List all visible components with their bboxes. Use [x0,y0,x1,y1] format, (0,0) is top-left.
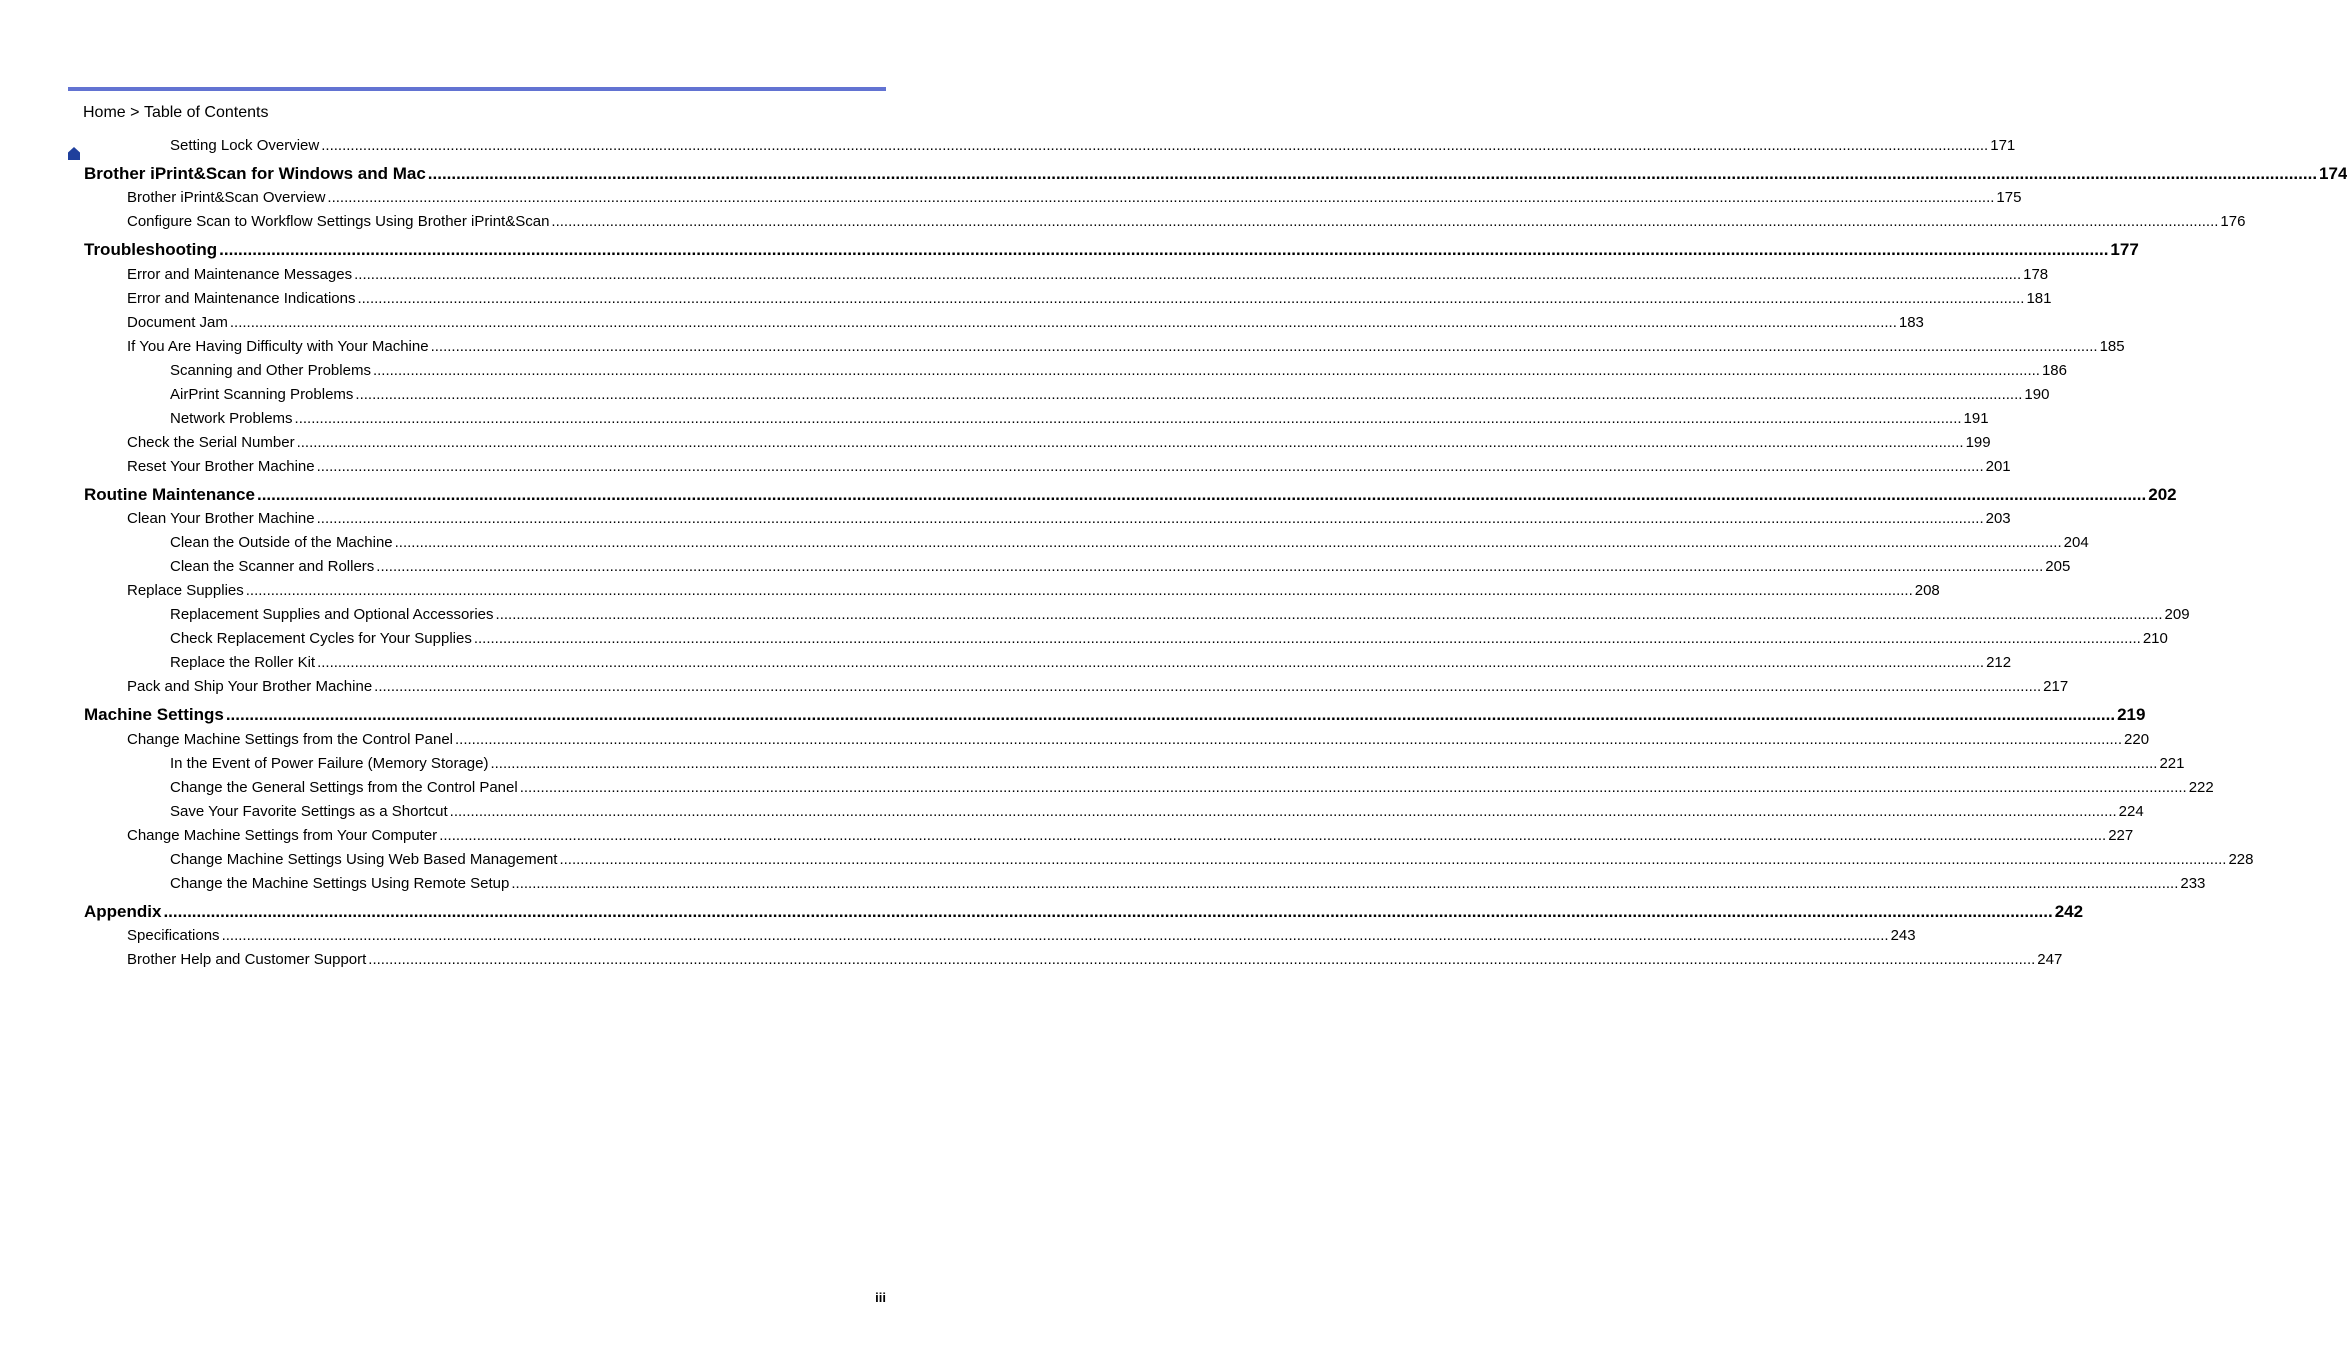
toc-entry[interactable] [170,386,2050,403]
breadcrumb-separator: > [130,104,140,121]
toc-leader-dots: ................................................................................................................................................................................................................................................................................................................................................................................................................ [495,606,2163,623]
toc-entry-title[interactable]: Pack and Ship Your Brother Machine [127,678,373,695]
toc-entry[interactable] [127,458,2011,475]
toc-entry-title[interactable]: Clean the Outside of the Machine [170,534,393,551]
toc-entry-page[interactable]: 242 [2054,902,2084,921]
breadcrumb-home-link[interactable]: Home [83,104,126,121]
toc-entry[interactable] [170,362,2067,379]
toc-entry-page[interactable]: 212 [1986,654,2012,671]
toc-leader-dots: ................................................................................................................................................................................................................................................................................................................................................................................................................ [355,386,2023,403]
home-icon[interactable] [68,107,80,120]
breadcrumb [68,103,268,123]
toc-entry-title[interactable]: Save Your Favorite Settings as a Shortcut [170,803,448,820]
toc-leader-dots: ................................................................................................................................................................................................................................................................................................................................................................................................................ [551,213,2219,230]
toc-entry-title[interactable]: Troubleshooting [84,240,218,259]
toc-leader-dots: ................................................................................................................................................................................................................................................................................................................................................................................................................ [163,902,2053,921]
toc-entry-title[interactable]: Change the Machine Settings Using Remote Setup [170,875,510,892]
toc-entry-title[interactable]: Replace Supplies [127,582,244,599]
toc-entry[interactable] [127,951,2063,968]
toc-leader-dots: ................................................................................................................................................................................................................................................................................................................................................................................................................ [372,362,2040,379]
toc-entry-title[interactable]: Clean the Scanner and Rollers [170,558,375,575]
toc-leader-dots: ................................................................................................................................................................................................................................................................................................................................................................................................................ [256,485,2147,504]
toc-entry[interactable] [84,485,2177,505]
toc-entry-page[interactable]: 204 [2063,534,2089,551]
toc-entry[interactable] [127,510,2011,527]
toc-entry-page[interactable]: 227 [2108,827,2134,844]
toc-entry-title[interactable]: Check the Serial Number [127,434,295,451]
toc-entry[interactable] [127,290,2052,307]
toc-entry-page[interactable]: 224 [2118,803,2144,820]
toc-leader-dots: ................................................................................................................................................................................................................................................................................................................................................................................................................ [511,875,2179,892]
toc-entry-page[interactable]: 243 [1890,927,1916,944]
toc-entry-title[interactable]: Replacement Supplies and Optional Accessories [170,606,494,623]
toc-entry-page[interactable]: 183 [1898,314,1924,331]
toc-leader-dots: ................................................................................................................................................................................................................................................................................................................................................................................................................ [317,654,1985,671]
toc-entry-page[interactable]: 247 [2037,951,2063,968]
toc-leader-dots: ................................................................................................................................................................................................................................................................................................................................................................................................................ [519,779,2187,796]
toc-entry-page[interactable]: 217 [2043,678,2069,695]
toc-entry[interactable] [127,582,1940,599]
toc-leader-dots: ................................................................................................................................................................................................................................................................................................................................................................................................................ [439,827,2107,844]
toc-entry[interactable] [170,851,2254,868]
toc-leader-dots: ................................................................................................................................................................................................................................................................................................................................................................................................................ [354,266,2022,283]
toc-entry-title[interactable]: Brother iPrint&Scan Overview [127,189,326,206]
toc-entry[interactable] [127,927,1916,944]
toc-leader-dots: ................................................................................................................................................................................................................................................................................................................................................................................................................ [559,851,2227,868]
toc-entry-title[interactable]: Change Machine Settings from Your Computer [127,827,438,844]
toc-entry[interactable] [127,266,2049,283]
toc-entry-page[interactable]: 202 [2148,485,2177,504]
toc-entry-page[interactable]: 228 [2228,851,2254,868]
toc-entry-page[interactable]: 174 [2319,164,2347,183]
toc-entry-page[interactable]: 220 [2124,731,2150,748]
toc-entry-page[interactable]: 191 [1963,410,1989,427]
toc-entry-page[interactable]: 175 [1996,189,2022,206]
toc-entry-page[interactable]: 176 [2220,213,2246,230]
toc-entry-page[interactable]: 208 [1914,582,1940,599]
toc-leader-dots: ................................................................................................................................................................................................................................................................................................................................................................................................................ [394,534,2062,551]
header-rule [68,87,886,91]
toc-entry-title[interactable]: Setting Lock Overview [170,137,320,154]
toc-entry-page[interactable]: 181 [2026,290,2052,307]
toc-entry[interactable] [170,779,2214,796]
toc-entry-title[interactable]: Routine Maintenance [84,485,255,504]
toc-entry[interactable] [170,606,2190,623]
toc-entry-title[interactable]: Machine Settings [84,705,224,724]
toc-leader-dots: ................................................................................................................................................................................................................................................................................................................................................................................................................ [368,951,2036,968]
toc-leader-dots: ................................................................................................................................................................................................................................................................................................................................................................................................................ [357,290,2025,307]
toc-entry[interactable] [127,678,2069,695]
toc-entry[interactable] [127,434,1991,451]
toc-entry-page[interactable]: 171 [1990,137,2016,154]
toc-leader-dots: ................................................................................................................................................................................................................................................................................................................................................................................................................ [490,755,2158,772]
toc-entry[interactable] [127,338,2125,355]
toc-leader-dots: ................................................................................................................................................................................................................................................................................................................................................................................................................ [316,458,1984,475]
toc-entry-title[interactable]: If You Are Having Difficulty with Your Machine [127,338,429,355]
toc-leader-dots: ................................................................................................................................................................................................................................................................................................................................................................................................................ [225,705,2116,724]
toc-entry[interactable] [170,803,2144,820]
toc-entry-page[interactable]: 203 [1985,510,2011,527]
toc-entry-title[interactable]: Change the General Settings from the Control Panel [170,779,518,796]
toc-leader-dots: ................................................................................................................................................................................................................................................................................................................................................................................................................ [321,137,1989,154]
toc-leader-dots: ................................................................................................................................................................................................................................................................................................................................................................................................................ [219,240,2109,259]
toc-leader-dots: ................................................................................................................................................................................................................................................................................................................................................................................................................ [229,314,1897,331]
toc-entry-title[interactable]: Error and Maintenance Messages [127,266,353,283]
toc-entry-title[interactable]: Check Replacement Cycles for Your Supplies [170,630,472,647]
toc-entry[interactable] [84,164,2347,184]
toc-entry[interactable] [127,213,2246,230]
toc-entry[interactable] [84,240,2139,260]
toc-entry-page[interactable]: 177 [2110,240,2139,259]
toc-entry-page[interactable]: 190 [2024,386,2050,403]
toc-entry[interactable] [127,731,2150,748]
toc-entry-title[interactable]: Document Jam [127,314,228,331]
toc-entry-title[interactable]: Error and Maintenance Indications [127,290,356,307]
toc-entry[interactable] [170,875,2206,892]
toc-leader-dots: ................................................................................................................................................................................................................................................................................................................................................................................................................ [376,558,2044,575]
toc-entry-page[interactable]: 205 [2045,558,2071,575]
toc-entry-page[interactable]: 185 [2099,338,2125,355]
toc-leader-dots: ................................................................................................................................................................................................................................................................................................................................................................................................................ [427,164,2318,183]
toc-entry-title[interactable]: AirPrint Scanning Problems [170,386,354,403]
toc-leader-dots: ................................................................................................................................................................................................................................................................................................................................................................................................................ [294,410,1962,427]
toc-entry[interactable] [84,705,2146,725]
toc-entry-title[interactable]: Brother iPrint&Scan for Windows and Mac [84,164,426,183]
toc-entry-title[interactable]: Appendix [84,902,162,921]
toc-leader-dots: ................................................................................................................................................................................................................................................................................................................................................................................................................ [316,510,1984,527]
toc-entry-title[interactable]: Change Machine Settings from the Control Panel [127,731,454,748]
toc-entry-page[interactable]: 201 [1985,458,2011,475]
toc-entry[interactable] [170,630,2168,647]
toc-entry-page[interactable]: 209 [2164,606,2190,623]
toc-entry[interactable] [127,189,2022,206]
toc-entry[interactable] [127,314,1924,331]
toc-entry-page[interactable]: 178 [2023,266,2049,283]
toc-leader-dots: ................................................................................................................................................................................................................................................................................................................................................................................................................ [455,731,2123,748]
toc-entry-page[interactable]: 210 [2142,630,2168,647]
toc-entry-title[interactable]: Specifications [127,927,220,944]
toc-entry-title[interactable]: Replace the Roller Kit [170,654,316,671]
toc-leader-dots: ................................................................................................................................................................................................................................................................................................................................................................................................................ [296,434,1964,451]
toc-leader-dots: ................................................................................................................................................................................................................................................................................................................................................................................................................ [221,927,1889,944]
toc-leader-dots: ................................................................................................................................................................................................................................................................................................................................................................................................................ [245,582,1913,599]
toc-entry-title[interactable]: Reset Your Brother Machine [127,458,315,475]
toc-entry-title[interactable]: Scanning and Other Problems [170,362,371,379]
toc-leader-dots: ................................................................................................................................................................................................................................................................................................................................................................................................................ [430,338,2098,355]
toc-entry[interactable] [170,755,2185,772]
toc-entry-page[interactable]: 186 [2041,362,2067,379]
toc-entry[interactable] [127,827,2134,844]
toc-entry-page[interactable]: 199 [1965,434,1991,451]
toc-entry[interactable] [84,902,2084,922]
toc-leader-dots: ................................................................................................................................................................................................................................................................................................................................................................................................................ [327,189,1995,206]
toc-entry[interactable] [170,534,2089,551]
toc-entry[interactable] [170,558,2071,575]
toc-entry-title[interactable]: Brother Help and Customer Support [127,951,367,968]
page-number: iii [875,1290,886,1305]
toc-entry[interactable] [170,137,2016,154]
toc-entry-page[interactable]: 219 [2117,705,2146,724]
toc-entry[interactable] [170,410,1989,427]
toc-entry-title[interactable]: Clean Your Brother Machine [127,510,315,527]
toc-entry-page[interactable]: 222 [2188,779,2214,796]
breadcrumb-current: Table of Contents [143,104,269,121]
toc-leader-dots: ................................................................................................................................................................................................................................................................................................................................................................................................................ [449,803,2117,820]
toc-entry-title[interactable]: In the Event of Power Failure (Memory Storage) [170,755,489,772]
toc-entry-title[interactable]: Network Problems [170,410,293,427]
toc-entry-title[interactable]: Configure Scan to Workflow Settings Using Brother iPrint&Scan [127,213,550,230]
toc-entry[interactable] [170,654,2012,671]
toc-leader-dots: ................................................................................................................................................................................................................................................................................................................................................................................................................ [473,630,2141,647]
toc-entry-title[interactable]: Change Machine Settings Using Web Based Management [170,851,558,868]
toc-entry-page[interactable]: 233 [2180,875,2206,892]
toc-leader-dots: ................................................................................................................................................................................................................................................................................................................................................................................................................ [374,678,2042,695]
toc-entry-page[interactable]: 221 [2159,755,2185,772]
